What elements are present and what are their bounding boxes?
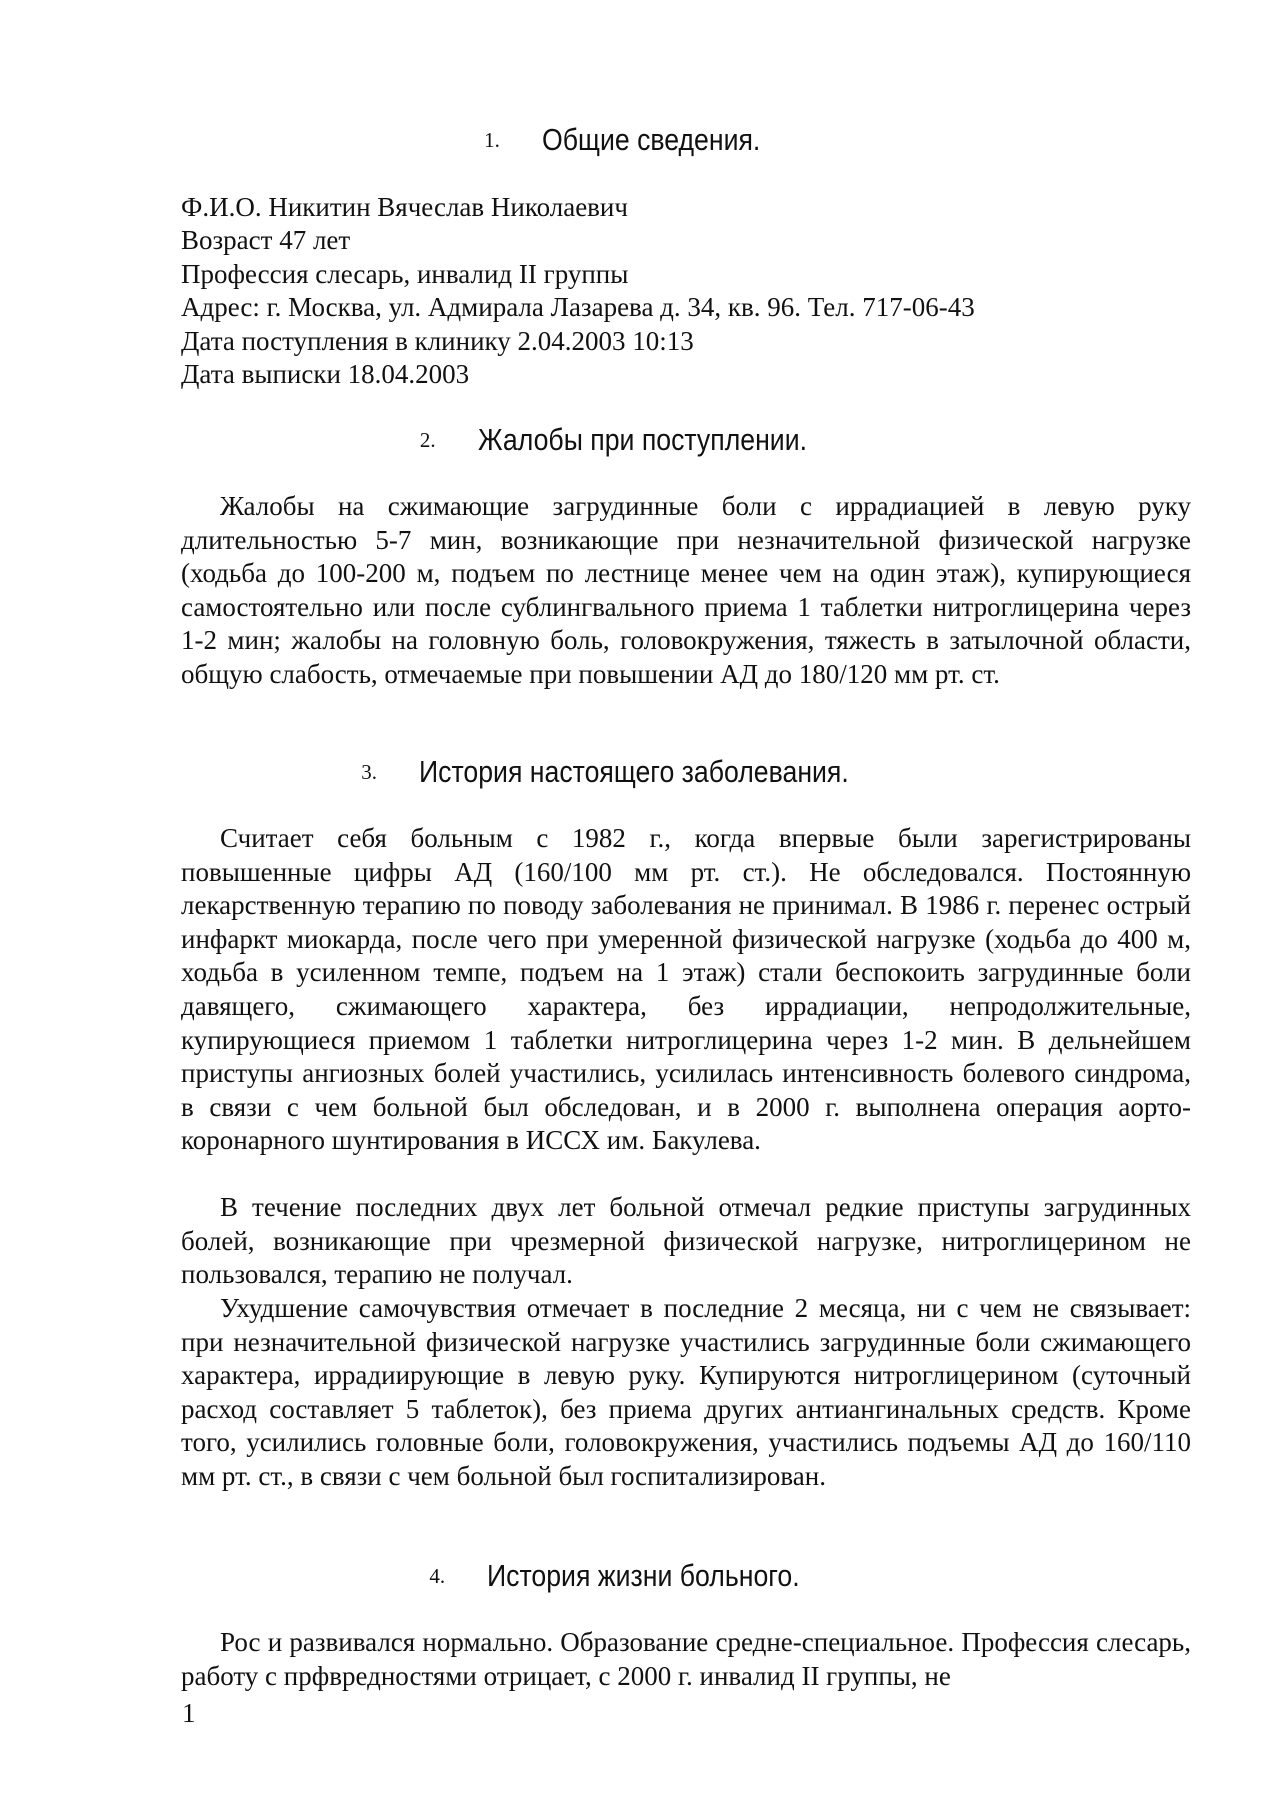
section-title: Жалобы при поступлении. xyxy=(477,422,807,457)
page-number: 1 xyxy=(182,1698,196,1728)
section-number: 1. xyxy=(484,127,500,152)
section-number: 4. xyxy=(429,1563,446,1588)
section-heading-1 xyxy=(0,122,1280,158)
info-line-address: Адрес: г. Москва, ул. Адмирала Лазарева д. 34, кв. 96. Тел. 717-06-43 xyxy=(181,292,975,322)
illness-paragraph-2: В течение последних двух лет больной отмечал редкие приступы загрудинных болей, возникающие при чрезмерной физической нагрузке, нитроглицерином не пользовался, терапию не получал. xyxy=(181,1192,1191,1290)
section-heading-4 xyxy=(0,1558,1280,1594)
info-line-admission: Дата поступления в клинику 2.04.2003 10:13 xyxy=(181,326,694,356)
section-heading-3 xyxy=(0,754,1280,790)
section-title: История жизни больного. xyxy=(487,1558,800,1593)
info-line-name: Ф.И.О. Никитин Вячеслав Николаевич xyxy=(181,192,628,222)
illness-paragraph-1: Считает себя больным с 1982 г., когда впервые были зарегистрированы повышенные цифры АД (160/100 мм рт. ст.). Не обследовался. Постоянную лекарственную терапию по поводу заболевания не принимал. В 1986 г. перенес острый инфаркт миокарда, после чего при умеренной физической нагрузке (ходьба до 400 м, ходьба в усиленном темпе, подъем на 1 этаж) стали беспокоить загрудинные боли давящего, сжимающего характера, без иррадиации, непродолжительные, купирующиеся приемом 1 таблетки нитроглицерина через 1-2 мин. В дельнейшем приступы ангиозных болей участились, усилилась интенсивность болевого синдрома, в связи с чем больной был обследован, и в 2000 г. выполнена операция аорто-коронарного шунтирования в ИССХ им. Бакулева. xyxy=(181,823,1191,1156)
info-line-profession: Профессия слесарь, инвалид II группы xyxy=(181,259,629,289)
complaints-paragraph: Жалобы на сжимающие загрудинные боли с иррадиацией в левую руку длительностью 5-7 мин, возникающие при незначительной физической нагрузке (ходьба до 100-200 м, подъем по лестнице менее чем на один этаж), купирующиеся самостоятельно или после сублингвального приема 1 таблетки нитроглицерина через 1-2 мин; жалобы на головную боль, головокружения, тяжесть в затылочной области, общую слабость, отмечаемые при повышении АД до 180/120 мм рт. ст. xyxy=(181,491,1191,689)
info-line-discharge: Дата выписки 18.04.2003 xyxy=(181,359,470,389)
section-heading-2 xyxy=(0,422,1280,458)
section-title: Общие сведения. xyxy=(541,122,761,157)
section-number: 3. xyxy=(361,759,377,784)
section-number: 2. xyxy=(419,427,436,452)
life-history-paragraph: Рос и развивался нормально. Образование средне-специальное. Профессия слесарь, работу с прфвредностями отрицает, с 2000 г. инвалид II группы, не xyxy=(181,1627,1191,1691)
section-title: История настоящего заболевания. xyxy=(419,754,849,789)
illness-paragraph-3: Ухудшение самочувствия отмечает в последние 2 месяца, ни с чем не связывает: при незначительной физической нагрузке участились загрудинные боли сжимающего характера, иррадиирующие в левую руку. Купируются нитроглицерином (суточный расход составляет 5 таблеток), без приема других антиангинальных средств. Кроме того, усилились головные боли, головокружения, участились подъемы АД до 160/110 мм рт. ст., в связи с чем больной был госпитализирован. xyxy=(181,1293,1191,1491)
info-line-age: Возраст 47 лет xyxy=(181,225,351,255)
